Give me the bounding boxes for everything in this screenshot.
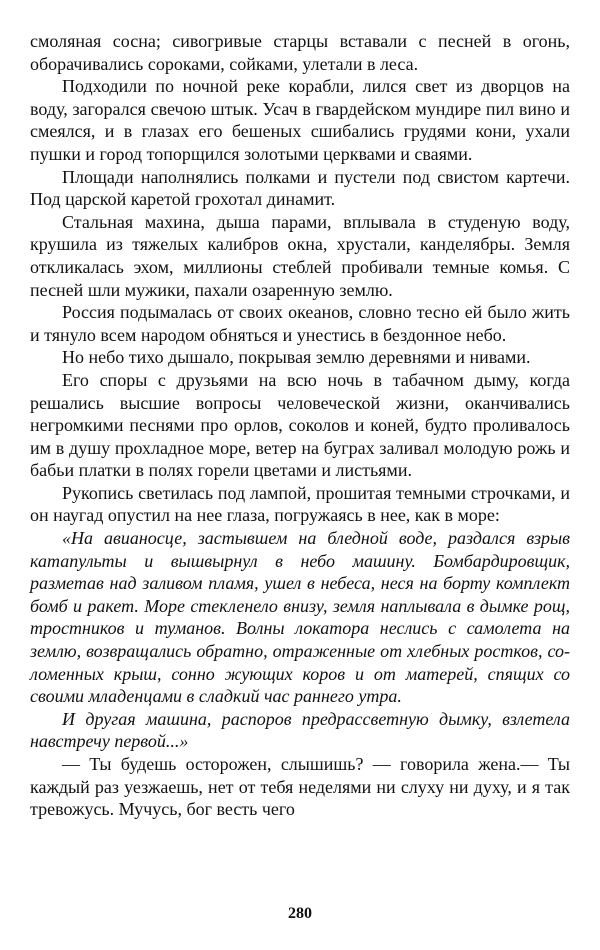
manuscript-quote-2: И другая машина, распоров предрассветную дымку, взлетела навстречу первой...» bbox=[30, 708, 570, 752]
manuscript-quote-1: «На авианосце, застывшем на бледной воде, раздался взрыв катапульты и вышвырнул в небо машину. Бомбардировщик, разметав над заливом пламя, ушел в небеса, неся на борту комплект бомб и ракет. Море стекленело внизу, земля наплывала в дымке рощ, тростников и туманов. Волны локатора неслись с самолета на землю, возвращались обратно, отраженные от хлебных ростков, соломенных крыш, сонно жующих коров и от матерей, спящих со своими младенцами в сладкий час раннего утра. bbox=[30, 528, 570, 707]
paragraph-5: Россия подымалась от своих океанов, словно тесно ей было жить и тянуло всем народом обняться и унестись в бездонное небо. bbox=[30, 302, 570, 345]
page-body bbox=[30, 30, 570, 821]
dialogue-paragraph: — Ты будешь осторожен, слышишь? — говорила жена.— Ты каждый раз уезжаешь, нет от тебя неделями ни слуху ни духу, и я так тревожусь. Мучусь, бог весть чего bbox=[30, 754, 570, 820]
paragraph-3: Площади наполнялись полками и пустели под свистом картечи. Под царской каретой грохотал динамит. bbox=[30, 166, 570, 210]
paragraph-1: смоляная сосна; сивогривые старцы вставали с песней в огонь, оборачивались сороками, сойками, улетали в леса. bbox=[30, 31, 570, 74]
paragraph-4: Стальная махина, дыша парами, вплывала в студеную воду, крушила из тяжелых калибров окна, хрустали, канделябры. Земля откликалась эхом, миллионы стеблей пробивали темные комья. С песней шли мужики, пахали озаренную землю. bbox=[30, 211, 570, 300]
paragraph-2: Подходили по ночной реке корабли, лился свет из дворцов на воду, загорался свечою штык. Усач в гвардейском мундире пил вино и смеялся, и в глазах его бешеных сшибались грудями кони, ухали пушки и город топорщился золотыми церквами и сваями. bbox=[30, 76, 570, 164]
paragraph-6: Но небо тихо дышало, покрывая землю деревнями и нивами. bbox=[62, 347, 531, 368]
paragraph-7: Его споры с друзьями на всю ночь в табачном дыму, когда решались высшие вопросы человеческой жизни, оканчивались негромкими песнями про орлов, соколов и коней, будто проливалось им в душу прохладное море, ветер на буграх заливал молодую рожь и бабьи платки в полях горели цветами и листьями. bbox=[30, 369, 570, 481]
paragraph-8: Рукопись светилась под лампой, прошитая темными строчками, и он наугад опустил на нее глаза, погружаясь в нее, как в море: bbox=[30, 482, 570, 526]
page-number: 280 bbox=[288, 905, 312, 922]
